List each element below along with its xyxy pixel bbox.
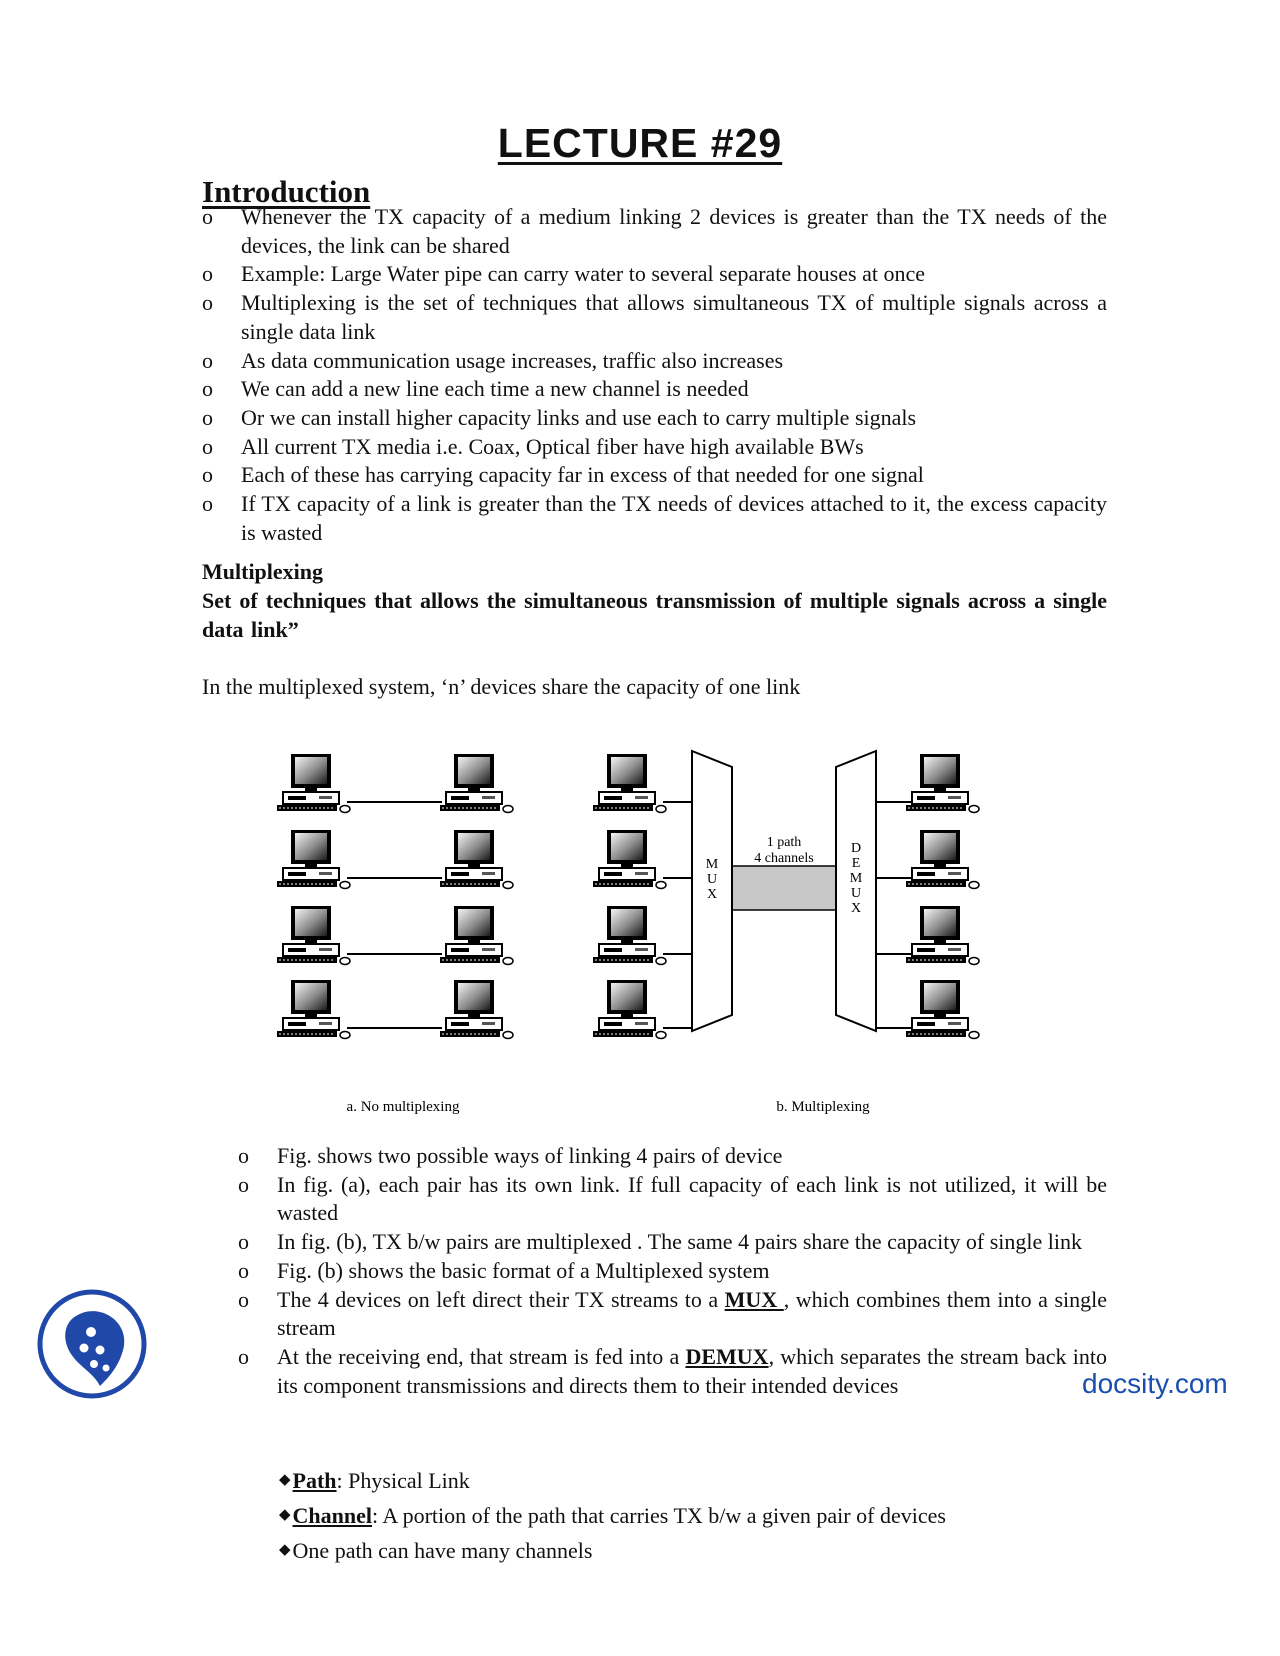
multiplexing-definition: Set of techniques that allows the simultaneous transmission of multiple signals across a single data link” bbox=[202, 588, 1107, 642]
caption-no-multiplexing: a. No multiplexing bbox=[346, 1099, 460, 1115]
bullet-marker: o bbox=[202, 404, 213, 430]
bullet-marker: o bbox=[202, 433, 213, 459]
list-item: o Example: Large Water pipe can carry water to several separate houses at once bbox=[202, 260, 1107, 289]
multiplexing-diagram bbox=[593, 751, 979, 1039]
path-label: 1 path bbox=[766, 835, 802, 850]
bullet-marker: o bbox=[238, 1343, 249, 1369]
bullet-marker: o bbox=[238, 1257, 249, 1283]
bullet-marker: o bbox=[238, 1171, 249, 1197]
bullet-marker: o bbox=[202, 491, 213, 517]
demux-letter: E bbox=[851, 856, 861, 871]
diamond-bullet-icon: ◆ bbox=[279, 1507, 291, 1523]
list-item: o Or we can install higher capacity links and use each to carry multiple signals bbox=[202, 404, 1107, 433]
list-item: o All current TX media i.e. Coax, Optical fiber have high available BWs bbox=[202, 433, 1107, 462]
list-item: o Fig. shows two possible ways of linking 4 pairs of device bbox=[238, 1142, 1107, 1171]
mux-term: MUX bbox=[724, 1286, 784, 1312]
figure-notes-list bbox=[238, 1142, 1107, 1400]
bullet-marker: o bbox=[202, 261, 213, 287]
channel-term: Channel bbox=[292, 1503, 373, 1528]
list-item: o In fig. (b), TX b/w pairs are multiplexed . The same 4 pairs share the capacity of single link bbox=[238, 1228, 1107, 1257]
list-item: o Fig. (b) shows the basic format of a Multiplexed system bbox=[238, 1257, 1107, 1286]
bullet-marker: o bbox=[202, 204, 213, 229]
docsity-logo-icon bbox=[36, 1288, 148, 1400]
list-item: o In fig. (a), each pair has its own link. If full capacity of each link is not utilized, it will be wasted bbox=[238, 1171, 1107, 1226]
intro-list bbox=[202, 203, 1107, 547]
list-item: o If TX capacity of a link is greater than the TX needs of devices attached to it, the excess capacity is wasted bbox=[202, 491, 1107, 545]
list-item: o Multiplexing is the set of techniques that allows simultaneous TX of multiple signals across a single data link bbox=[202, 290, 1107, 344]
bullet-marker: o bbox=[202, 347, 213, 373]
shared-link-path bbox=[732, 866, 836, 910]
diamond-bullet-icon: ◆ bbox=[279, 1472, 291, 1488]
mux-letter: M bbox=[705, 857, 719, 872]
docsity-watermark[interactable]: docsity.com bbox=[1082, 1368, 1228, 1399]
subpoint-path: ◆Path: Physical Link bbox=[279, 1468, 470, 1493]
multiplexed-system-note: In the multiplexed system, ‘n’ devices share the capacity of one link bbox=[202, 674, 801, 699]
lecture-title: LECTURE #29 bbox=[497, 120, 783, 166]
bullet-marker: o bbox=[238, 1143, 249, 1168]
caption-multiplexing: b. Multiplexing bbox=[776, 1099, 870, 1115]
mux-letter: X bbox=[706, 887, 718, 902]
list-item: o Each of these has carrying capacity far in excess of that needed for one signal bbox=[202, 461, 1107, 490]
demux-letter: M bbox=[849, 871, 863, 886]
demux-term: DEMUX bbox=[685, 1343, 769, 1369]
no-multiplexing-diagram bbox=[277, 754, 513, 1039]
list-item: o As data communication usage increases, traffic also increases bbox=[202, 347, 1107, 376]
bullet-marker: o bbox=[238, 1229, 249, 1255]
list-item: o We can add a new line each time a new channel is needed bbox=[202, 375, 1107, 404]
bullet-marker: o bbox=[238, 1286, 249, 1312]
introduction-heading: Introduction bbox=[202, 174, 371, 209]
demux-letter: U bbox=[850, 886, 862, 901]
multiplexing-heading: Multiplexing bbox=[202, 559, 324, 584]
bullet-marker: o bbox=[202, 376, 213, 402]
bullet-marker: o bbox=[202, 290, 213, 316]
subpoint-channel: ◆Channel: A portion of the path that carries TX b/w a given pair of devices bbox=[279, 1503, 946, 1528]
list-item: o Whenever the TX capacity of a medium linking 2 devices is greater than the TX needs of the devices, the link can be shared bbox=[202, 204, 1107, 258]
channels-label: 4 channels bbox=[754, 851, 814, 866]
subpoint-many-channels: ◆One path can have many channels bbox=[279, 1538, 593, 1563]
list-item: o At the receiving end, that stream is fed into a DEMUX, which separates the stream back into its component transmissions and directs them to their intended devices bbox=[238, 1343, 1107, 1398]
bullet-marker: o bbox=[202, 462, 213, 488]
list-item: o The 4 devices on left direct their TX streams to a MUX , which combines them into a single stream bbox=[238, 1286, 1108, 1341]
demux-letter: X bbox=[850, 901, 862, 916]
path-term: Path bbox=[292, 1468, 337, 1493]
multiplexing-figure bbox=[270, 745, 1030, 1115]
mux-letter: U bbox=[706, 872, 718, 887]
diamond-bullet-icon: ◆ bbox=[279, 1542, 291, 1558]
demux-letter: D bbox=[850, 841, 862, 856]
